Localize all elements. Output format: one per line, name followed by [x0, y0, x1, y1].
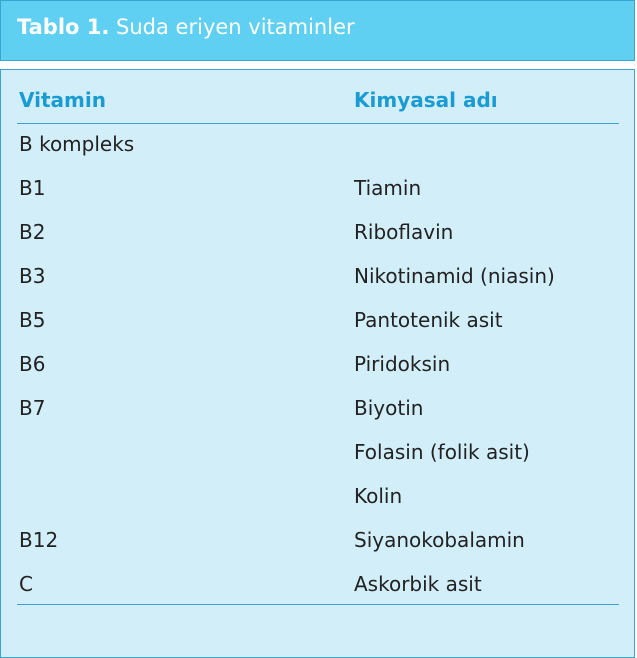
table-row: [1, 300, 634, 344]
table-title-bar: [0, 0, 635, 61]
cell-chemical-name: Askorbik asit: [354, 572, 482, 596]
cell-vitamin: B3: [19, 264, 46, 288]
table-title-number: Tablo 1.: [17, 15, 110, 39]
table-row: [1, 432, 634, 476]
table-row: [1, 344, 634, 388]
cell-vitamin: B7: [19, 396, 46, 420]
cell-chemical-name: Siyanokobalamin: [354, 528, 525, 552]
header-chemical-name: Kimyasal adı: [354, 88, 498, 112]
table-row: [1, 564, 634, 608]
cell-chemical-name: Tiamin: [354, 176, 422, 200]
cell-vitamin: B2: [19, 220, 46, 244]
table-title-text: Suda eriyen vitaminler: [116, 15, 355, 39]
cell-chemical-name: Nikotinamid (niasin): [354, 264, 555, 288]
cell-vitamin: B kompleks: [19, 132, 135, 156]
footer-rule: [17, 604, 619, 605]
cell-chemical-name: Folasin (folik asit): [354, 440, 530, 464]
cell-chemical-name: Piridoksin: [354, 352, 451, 376]
cell-chemical-name: Pantotenik asit: [354, 308, 503, 332]
header-vitamin: Vitamin: [19, 88, 106, 112]
table-row: [1, 212, 634, 256]
cell-vitamin: B1: [19, 176, 46, 200]
cell-vitamin: B6: [19, 352, 46, 376]
cell-vitamin: C: [19, 572, 33, 596]
table-row: [1, 388, 634, 432]
table-row: [1, 476, 634, 520]
table-row: [1, 124, 634, 168]
table-title: [17, 15, 355, 39]
table-row: [1, 520, 634, 564]
cell-vitamin: B5: [19, 308, 46, 332]
table-row: [1, 256, 634, 300]
cell-vitamin: B12: [19, 528, 59, 552]
cell-chemical-name: Kolin: [354, 484, 403, 508]
table-row: [1, 168, 634, 212]
cell-chemical-name: Riboflavin: [354, 220, 454, 244]
vitamin-table: [0, 69, 635, 658]
cell-chemical-name: Biyotin: [354, 396, 424, 420]
